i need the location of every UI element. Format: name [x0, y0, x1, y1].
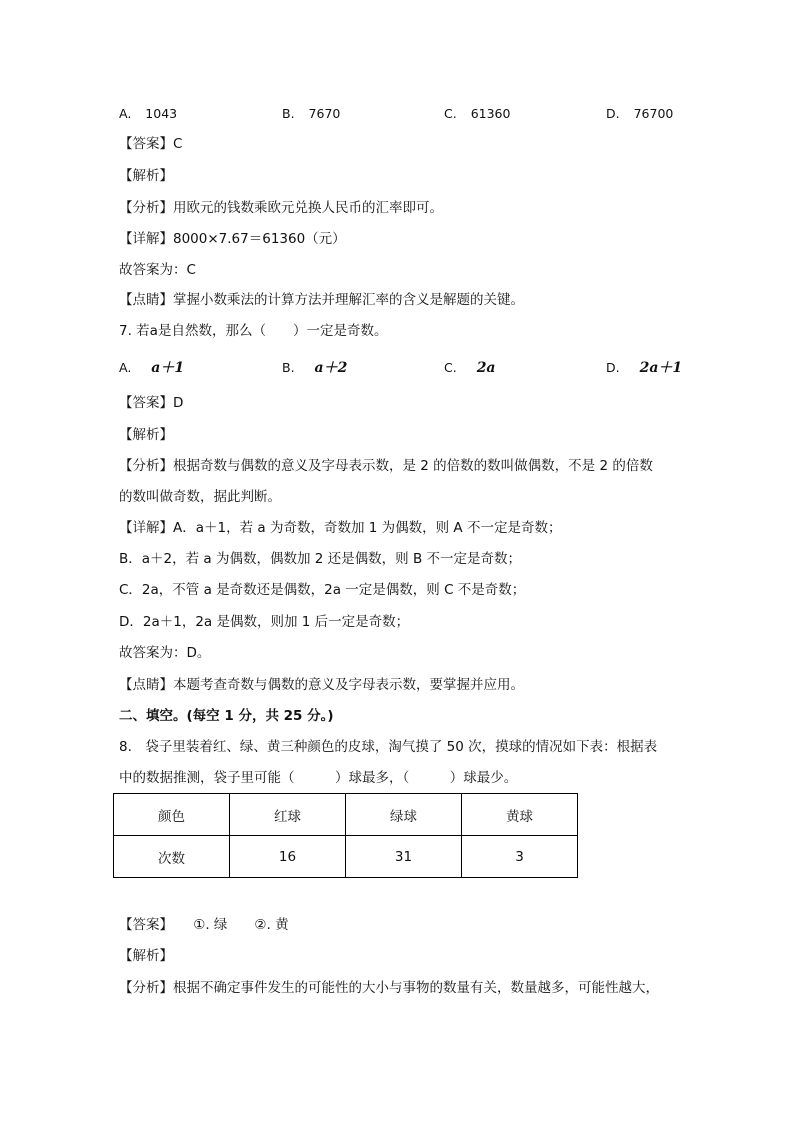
- q6-option-a: [119, 104, 177, 124]
- option-letter: B.: [282, 360, 295, 375]
- q7-stem: 7. 若a是自然数，那么（ ）一定是奇数。: [119, 323, 388, 339]
- table-cell: 次数: [114, 836, 230, 878]
- q8-stem-line-1: 8. 袋子里装着红、绿、黄三种颜色的皮球，淘气摸了 50 次，摸球的情况如下表：根据表: [119, 739, 658, 755]
- option-letter: C.: [444, 106, 457, 121]
- q8-analysis-label: 【解析】: [119, 948, 173, 964]
- option-expression: 2a: [476, 360, 496, 376]
- q7-conclusion: 故答案为：D。: [119, 645, 211, 661]
- q7-dianjing: 【点睛】本题考查奇数与偶数的意义及字母表示数，要掌握并应用。: [119, 677, 524, 693]
- q7-detail-c: C．2a，不管 a 是奇数还是偶数，2a 一定是偶数，则 C 不是奇数；: [119, 582, 526, 598]
- option-expression: a＋1: [151, 360, 185, 376]
- table-cell: 绿球: [346, 794, 462, 836]
- table-cell: 31: [346, 836, 462, 878]
- q6-answer: 【答案】C: [119, 136, 183, 152]
- q7-detail-d: D．2a＋1，2a 是偶数，则加 1 后一定是奇数；: [119, 614, 410, 630]
- q6-option-d: [606, 104, 673, 124]
- option-letter: A.: [119, 106, 132, 121]
- q7-detail-b: B．a＋2，若 a 为偶数，偶数加 2 还是偶数，则 B 不一定是奇数；: [119, 551, 521, 567]
- option-text: 7670: [308, 106, 341, 121]
- q7-detail-a: 【详解】A．a＋1，若 a 为奇数，奇数加 1 为偶数，则 A 不一定是奇数；: [119, 520, 562, 536]
- q7-fenxi-line-2: 的数叫做奇数，据此判断。: [119, 489, 281, 505]
- q6-dianjing: 【点睛】掌握小数乘法的计算方法并理解汇率的含义是解题的关键。: [119, 292, 524, 308]
- q7-option-a: [119, 358, 184, 378]
- q7-answer: 【答案】D: [119, 395, 184, 411]
- q7-option-b: [282, 358, 347, 378]
- q8-stem-line-2: 中的数据推测，袋子里可能（ ）球最多，（ ）球最少。: [119, 770, 518, 786]
- q6-conclusion: 故答案为：C: [119, 262, 196, 278]
- q6-xiangjie: 【详解】8000×7.67＝61360（元）: [119, 231, 346, 247]
- table-cell: 16: [230, 836, 346, 878]
- option-letter: C.: [444, 360, 457, 375]
- q7-analysis-label: 【解析】: [119, 427, 173, 443]
- q8-data-table: [113, 793, 578, 878]
- q6-option-c: [444, 104, 510, 124]
- option-text: 61360: [470, 106, 511, 121]
- option-text: 1043: [145, 106, 178, 121]
- table-cell: 颜色: [114, 794, 230, 836]
- option-letter: B.: [282, 106, 295, 121]
- option-text: 76700: [633, 106, 674, 121]
- table-cell: 3: [462, 836, 578, 878]
- q6-option-b: [282, 104, 340, 124]
- q8-fenxi: 【分析】根据不确定事件发生的可能性的大小与事物的数量有关，数量越多，可能性越大，: [119, 980, 659, 996]
- option-expression: 2a＋1: [639, 360, 683, 376]
- q6-fenxi: 【分析】用欧元的钱数乘欧元兑换人民币的汇率即可。: [119, 200, 443, 216]
- table-cell: 红球: [230, 794, 346, 836]
- table-cell: 黄球: [462, 794, 578, 836]
- q7-option-d: [606, 358, 682, 378]
- option-letter: A.: [119, 360, 132, 375]
- q8-answer: 【答案】 ①. 绿 ②. 黄: [119, 917, 289, 933]
- q7-option-c: [444, 358, 496, 378]
- option-letter: D.: [606, 360, 620, 375]
- section-heading: 二、填空。(每空 1 分，共 25 分。): [119, 708, 334, 724]
- option-letter: D.: [606, 106, 620, 121]
- table-header-row: [114, 794, 578, 836]
- q6-analysis-label: 【解析】: [119, 168, 173, 184]
- option-expression: a＋2: [314, 360, 348, 376]
- table-row: [114, 836, 578, 878]
- q7-fenxi-line-1: 【分析】根据奇数与偶数的意义及字母表示数，是 2 的倍数的数叫做偶数，不是 2 的倍数: [119, 458, 653, 474]
